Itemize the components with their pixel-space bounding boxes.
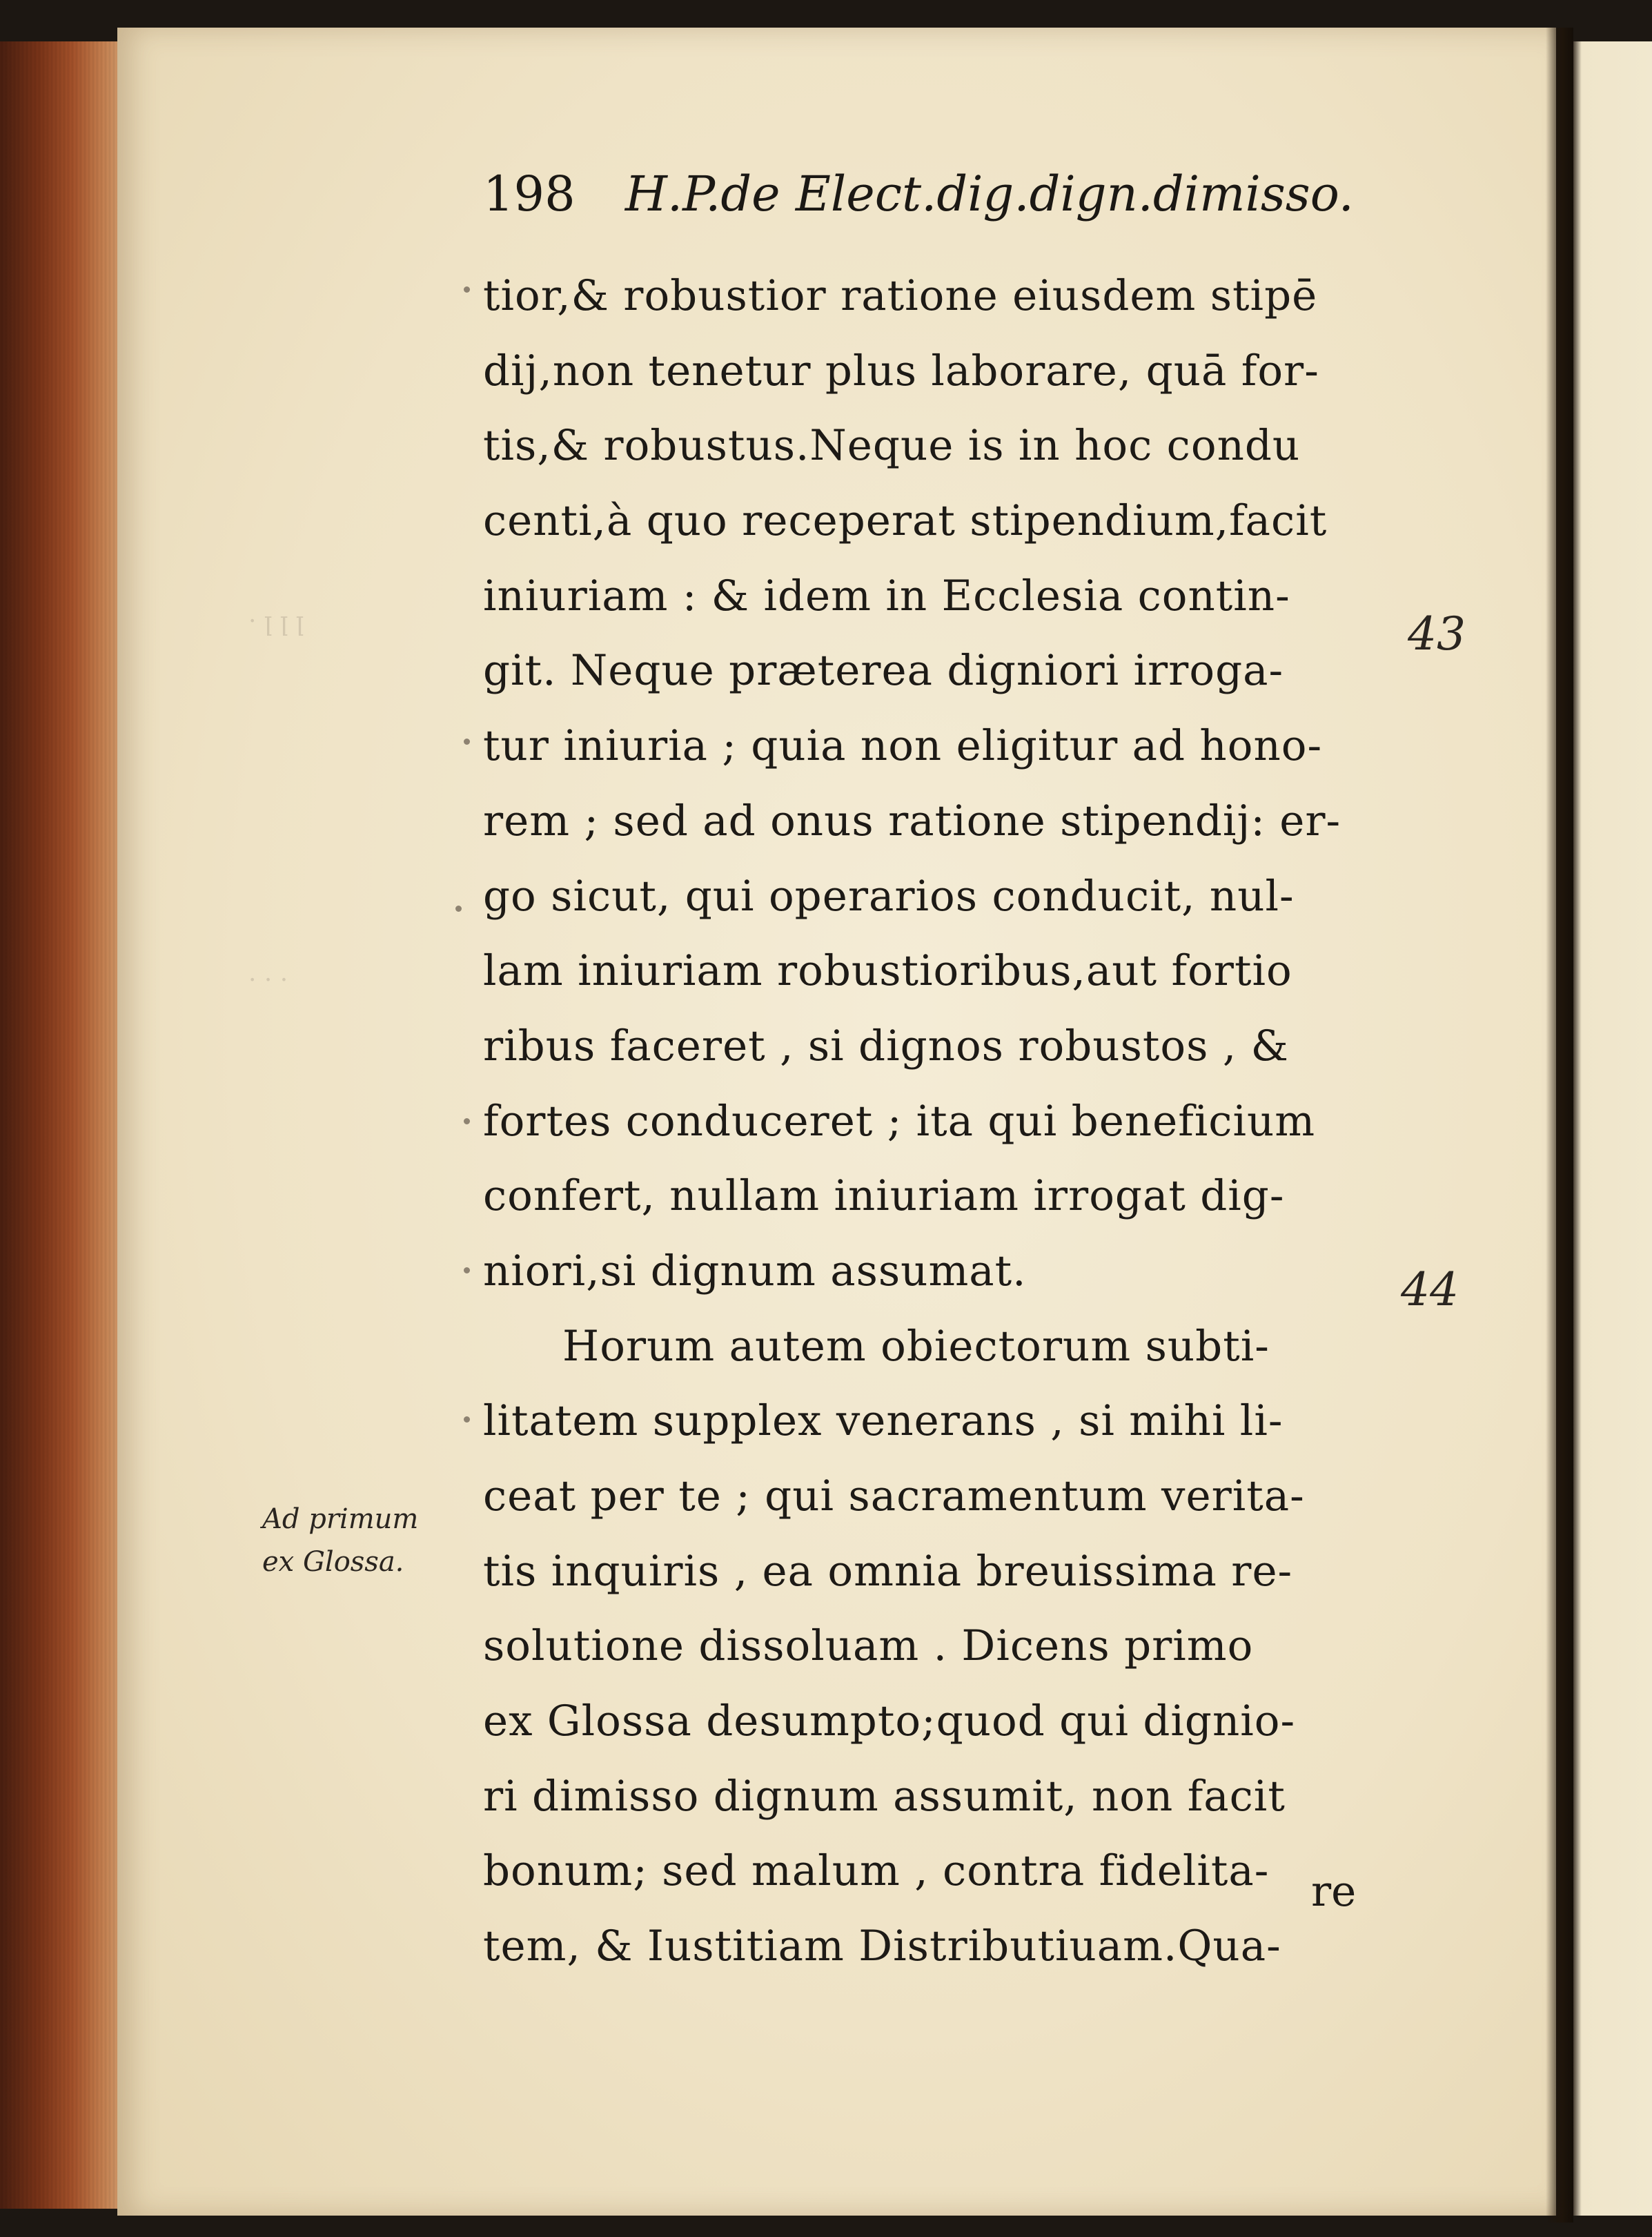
text-line: solutione dissoluam . Dicens primo — [483, 1621, 1254, 1671]
text-line: niori,si dignum assumat. — [483, 1246, 1027, 1296]
margin-note — [262, 1498, 418, 1583]
margin-dot — [464, 1118, 470, 1124]
margin-note-line: ex Glossa. — [262, 1546, 404, 1578]
catchword: re — [1311, 1867, 1357, 1916]
text-line: go sicut, qui operarios conducit, nul- — [483, 871, 1295, 921]
text-line: litatem supplex venerans , si mihi li- — [483, 1396, 1284, 1446]
text-line: tior,& robustior ratione eiusdem stipē — [483, 271, 1318, 320]
text-line: ex Glossa desumpto;quod qui dignio- — [483, 1697, 1296, 1746]
margin-dot — [464, 1416, 470, 1423]
text-line: fortes conduceret ; ita qui beneficium — [483, 1096, 1316, 1146]
margin-note-line: Ad primum — [262, 1503, 419, 1535]
margin-number: 43 — [1408, 607, 1466, 661]
facing-page-edge — [1572, 41, 1652, 2216]
page-number: 198 — [483, 166, 576, 222]
text-line: tur iniuria ; quia non eligitur ad hono- — [483, 721, 1323, 771]
bleed-through-mark: · · · — [248, 966, 288, 995]
text-line: ri dimisso dignum assumit, non facit — [483, 1771, 1286, 1821]
text-line: tis inquiris , ea omnia breuissima re- — [483, 1546, 1293, 1596]
margin-number: 44 — [1401, 1263, 1459, 1316]
text-line: rem ; sed ad onus ratione stipendij: er- — [483, 796, 1341, 846]
running-head — [483, 166, 1354, 222]
gutter-shadow — [1546, 28, 1573, 2223]
text-line: dij,non tenetur plus laborare, quā for- — [483, 346, 1319, 395]
text-line: tem, & Iustitiam Distributiuam.Qua- — [483, 1922, 1281, 1971]
margin-dot — [464, 739, 470, 745]
text-line: ceat per te ; qui sacramentum verita- — [483, 1472, 1305, 1521]
margin-dot — [464, 286, 470, 293]
text-line-paragraph-start: Horum autem obiectorum subti- — [562, 1321, 1270, 1371]
text-line: iniuriam : & idem in Ecclesia contin- — [483, 571, 1290, 621]
page-edge-fore-edge — [0, 41, 131, 2209]
margin-dot — [455, 906, 462, 912]
text-line: tis,& robustus.Neque is in hoc condu — [483, 421, 1301, 471]
text-line: confert, nullam iniuriam irrogat dig- — [483, 1171, 1285, 1221]
main-text — [483, 259, 1401, 1984]
bleed-through-mark: · ꞁ ꞁ ꞁ — [248, 607, 304, 636]
text-line: centi,à quo receperat stipendium,facit — [483, 496, 1328, 546]
margin-dot — [464, 1267, 470, 1273]
running-title: H.P.de Elect.dig.dign.dimisso. — [625, 166, 1354, 222]
text-line: ribus faceret , si dignos robustos , & — [483, 1021, 1289, 1071]
text-line: bonum; sed malum , contra fidelita- — [483, 1846, 1270, 1896]
text-line: lam iniuriam robustioribus,aut fortio — [483, 946, 1292, 996]
text-line: git. Neque præterea digniori irroga- — [483, 646, 1284, 696]
